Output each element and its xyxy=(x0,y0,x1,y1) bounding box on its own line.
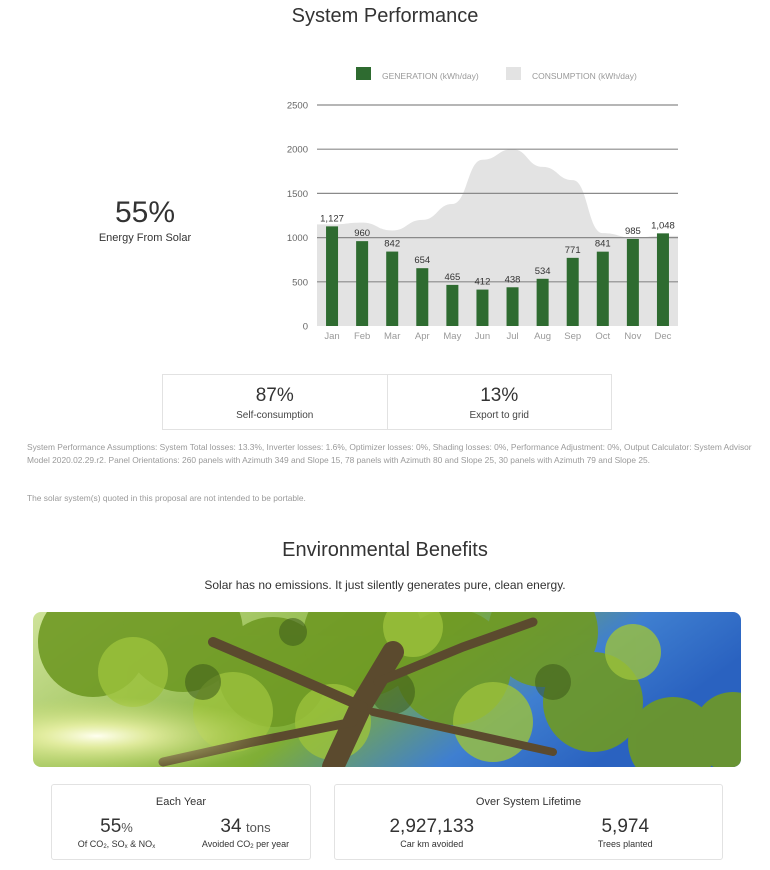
each-year-card xyxy=(51,784,311,860)
y-tick-2500: 2500 xyxy=(286,100,308,112)
emissions-percent-caption: Of $CO_2$, $SO_x$ & $NO_x$ xyxy=(77,839,156,850)
emissions-percent-stat xyxy=(52,816,181,850)
y-tick-500: 500 xyxy=(292,277,308,289)
export-value: 13% xyxy=(480,385,519,406)
performance-chart xyxy=(270,55,690,355)
bar-sep xyxy=(567,258,579,326)
bar-aug xyxy=(537,279,549,326)
environmental-subtitle: Solar has no emissions. It just silently generates pure, clean energy. xyxy=(204,578,566,592)
trees-caption: Trees planted xyxy=(597,839,653,849)
lifetime-card xyxy=(334,784,723,860)
x-tick-may: May xyxy=(443,331,462,342)
bar-label-jun: 412 xyxy=(474,276,491,288)
y-tick-1000: 1000 xyxy=(286,233,308,245)
y-tick-1500: 1500 xyxy=(286,188,308,200)
consumption-split xyxy=(162,374,612,430)
legend-generation-label: GENERATION (kWh/day) xyxy=(382,71,479,81)
bar-dec xyxy=(657,233,669,326)
bar-may xyxy=(446,285,458,326)
x-tick-jan: Jan xyxy=(324,331,340,342)
solar-share-label: Energy From Solar xyxy=(98,232,192,244)
bar-nov xyxy=(627,239,639,326)
x-tick-mar: Mar xyxy=(384,331,401,342)
bar-label-nov: 985 xyxy=(624,225,641,237)
each-year-heading: Each Year xyxy=(155,796,207,808)
co2-tons-unit: tons xyxy=(246,820,271,835)
environmental-benefits-title: Environmental Benefits xyxy=(282,539,488,561)
emissions-percent-value: 55 xyxy=(100,816,122,837)
car-km-caption: Car km avoided xyxy=(400,839,464,849)
export-cell xyxy=(387,375,612,429)
legend-consumption-label: CONSUMPTION (kWh/day) xyxy=(532,71,637,81)
x-tick-dec: Dec xyxy=(654,331,672,342)
bar-label-jan: 1,127 xyxy=(320,213,344,225)
tree-image xyxy=(33,612,741,767)
tree-illustration xyxy=(33,612,741,767)
chart-legend xyxy=(356,67,637,81)
x-tick-jul: Jul xyxy=(506,331,519,342)
x-tick-feb: Feb xyxy=(353,331,371,342)
bar-jul xyxy=(507,287,519,326)
car-km-stat xyxy=(335,816,529,849)
legend-consumption-swatch xyxy=(506,67,521,80)
bar-label-may: 465 xyxy=(444,271,461,283)
bar-label-feb: 960 xyxy=(354,228,371,240)
co2-tons-stat xyxy=(181,816,310,850)
bar-oct xyxy=(597,252,609,326)
portable-note: The solar system(s) quoted in this proposal are not intended to be portable. xyxy=(27,493,306,503)
bar-apr xyxy=(416,268,428,326)
emissions-percent-unit: % xyxy=(121,820,133,835)
co2-tons-value: 34 xyxy=(220,816,242,837)
x-tick-oct: Oct xyxy=(595,331,611,342)
bar-label-oct: 841 xyxy=(594,238,611,250)
self-consumption-cell xyxy=(163,375,387,429)
solar-share-value: 55% xyxy=(114,196,176,229)
lifetime-heading: Over System Lifetime xyxy=(475,796,582,808)
bar-jan xyxy=(326,226,338,326)
solar-share xyxy=(80,196,210,244)
car-km-value: 2,927,133 xyxy=(389,816,475,837)
legend-generation-swatch xyxy=(356,67,371,80)
co2-tons-caption: Avoided $CO_2$ per year xyxy=(201,839,290,850)
trees-stat xyxy=(529,816,723,849)
x-tick-aug: Aug xyxy=(534,331,552,342)
x-tick-sep: Sep xyxy=(564,331,582,342)
export-label: Export to grid xyxy=(469,410,529,421)
x-tick-jun: Jun xyxy=(474,331,491,342)
bar-label-dec: 1,048 xyxy=(651,220,675,232)
bar-label-jul: 438 xyxy=(504,274,521,286)
performance-assumptions: System Performance Assumptions: System Total losses: 13.3%, Inverter losses: 1.6%, Optimizer losses: 0%, Shading losses: 0%, Performance Adjustment: 0%, Output Calculator: System Advisor Model 2020.02.29.r2. Panel Orientations: 260 panels with Azimuth 349 and Slope 15, 78 panels with Azimuth 80 and Slope 25, 30 panels with Azimuth 79 and Slope 25. xyxy=(27,442,752,465)
y-tick-0: 0 xyxy=(302,321,308,333)
bar-feb xyxy=(356,241,368,326)
bar-label-aug: 534 xyxy=(534,265,551,277)
bar-label-mar: 842 xyxy=(384,238,401,250)
trees-value: 5,974 xyxy=(601,816,650,837)
self-consumption-value: 87% xyxy=(255,385,294,406)
x-tick-apr: Apr xyxy=(414,331,430,342)
self-consumption-label: Self-consumption xyxy=(236,410,314,421)
y-tick-2000: 2000 xyxy=(286,144,308,156)
x-tick-nov: Nov xyxy=(624,331,642,342)
bar-label-apr: 654 xyxy=(414,255,431,267)
bar-jun xyxy=(476,290,488,326)
system-performance-title: System Performance xyxy=(291,5,479,27)
bar-mar xyxy=(386,252,398,326)
bar-label-sep: 771 xyxy=(564,244,581,256)
